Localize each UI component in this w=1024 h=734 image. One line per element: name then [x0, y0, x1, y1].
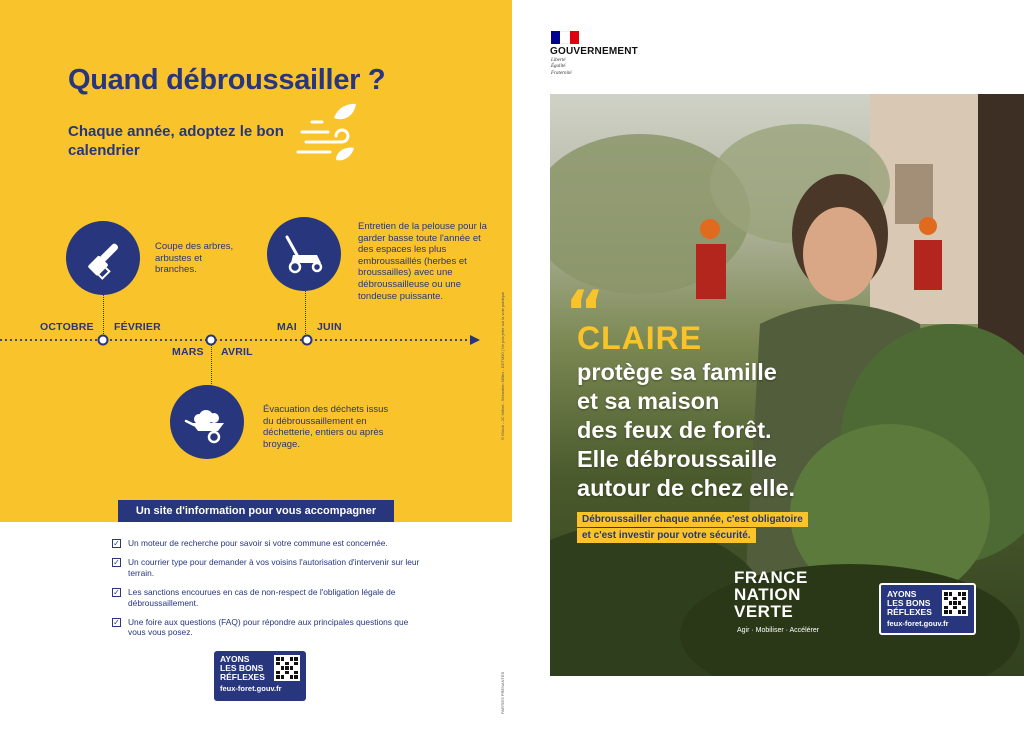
qr-code-icon	[942, 590, 968, 616]
page-subtitle: Chaque année, adoptez le bon calendrier	[68, 123, 284, 159]
france-nation-verte-logo: FRANCE NATION VERTE	[734, 568, 808, 621]
qr-code-icon	[274, 655, 300, 681]
badge-title: AYONS LES BONS RÉFLEXES	[887, 589, 932, 617]
wind-leaves-icon	[292, 98, 360, 168]
mower-circle	[267, 217, 341, 291]
badge-title: AYONS LES BONS RÉFLEXES	[220, 654, 265, 682]
month-mars: MARS	[172, 346, 204, 358]
checklist-item: ✓ Un courrier type pour demander à vos voisins l'autorisation d'intervenir sur leur terrain.	[113, 557, 420, 578]
checklist-item: ✓ Les sanctions encourues en cas de non-respect de l'obligation légale de débroussaillement.	[113, 587, 396, 608]
gouvernement-logo-text: GOUVERNEMENT	[550, 46, 638, 57]
republic-motto: Liberté Égalité Fraternité	[551, 58, 572, 76]
checkbox-icon: ✓	[113, 538, 120, 548]
badge-url[interactable]: feux-foret.gouv.fr	[887, 618, 949, 628]
lawn-mower-icon	[281, 231, 327, 277]
quote-mark-icon: “	[565, 278, 605, 348]
month-mai: MAI	[277, 321, 297, 333]
partner-credit: PARTIES PRENANTES	[500, 671, 505, 714]
reflexes-badge-left[interactable]	[214, 651, 306, 701]
tagline-line-1: Débroussailler chaque année, c'est obligatoire	[577, 512, 808, 527]
photo-credit: © iStock - JC Milhet - Sébastien Millier - DDTM30 | Ne pas jeter sur la voie publique	[500, 291, 505, 440]
step-3-connector	[211, 345, 212, 390]
checkbox-icon: ✓	[113, 587, 120, 597]
checkbox-icon: ✓	[113, 557, 120, 567]
month-juin: JUIN	[317, 321, 342, 333]
reflexes-badge-right[interactable]	[879, 583, 976, 635]
chainsaw-icon	[80, 235, 126, 281]
french-flag-icon	[551, 31, 579, 44]
france-nation-verte-slogan: Agir · Mobiliser · Accélérer	[737, 627, 820, 634]
month-octobre: OCTOBRE	[40, 321, 94, 333]
wheelbarrow-circle	[170, 385, 244, 459]
testimonial-quote: protège sa famille et sa maison des feux de forêt. Elle débroussaille autour de chez elle.	[577, 359, 796, 501]
checklist-item: ✓ Un moteur de recherche pour savoir si votre commune est concernée.	[113, 538, 388, 548]
testimonial-name: CLAIRE	[577, 320, 703, 356]
timeline-line	[0, 330, 512, 370]
step-1-text: Coupe des arbres, arbustes et branches.	[155, 241, 234, 276]
step-2-text: Entretien de la pelouse pour la garder basse toute l'année et des espaces les plus embroussaillés (herbes et broussailles) avec une débroussailleuse ou une tondeuse puissante.	[358, 221, 487, 302]
info-site-banner: Un site d'information pour vous accompagner	[118, 500, 394, 522]
tagline-line-2: et c'est investir pour votre sécurité.	[577, 528, 756, 543]
month-avril: AVRIL	[221, 346, 253, 358]
step-3-text: Évacuation des déchets issus du débroussaillement en déchetterie, entiers ou après broyage.	[263, 404, 389, 450]
chainsaw-circle	[66, 221, 140, 295]
wheelbarrow-icon	[184, 399, 230, 445]
page-title: Quand débroussailler ?	[68, 64, 386, 96]
calendar-timeline	[0, 330, 512, 370]
checkbox-icon: ✓	[113, 617, 120, 627]
badge-url[interactable]: feux-foret.gouv.fr	[220, 683, 282, 693]
info-checklist	[112, 538, 424, 647]
checklist-item: ✓ Une foire aux questions (FAQ) pour répondre aux principales questions que vous vous posez.	[113, 617, 409, 638]
month-fevrier: FÉVRIER	[114, 321, 161, 333]
